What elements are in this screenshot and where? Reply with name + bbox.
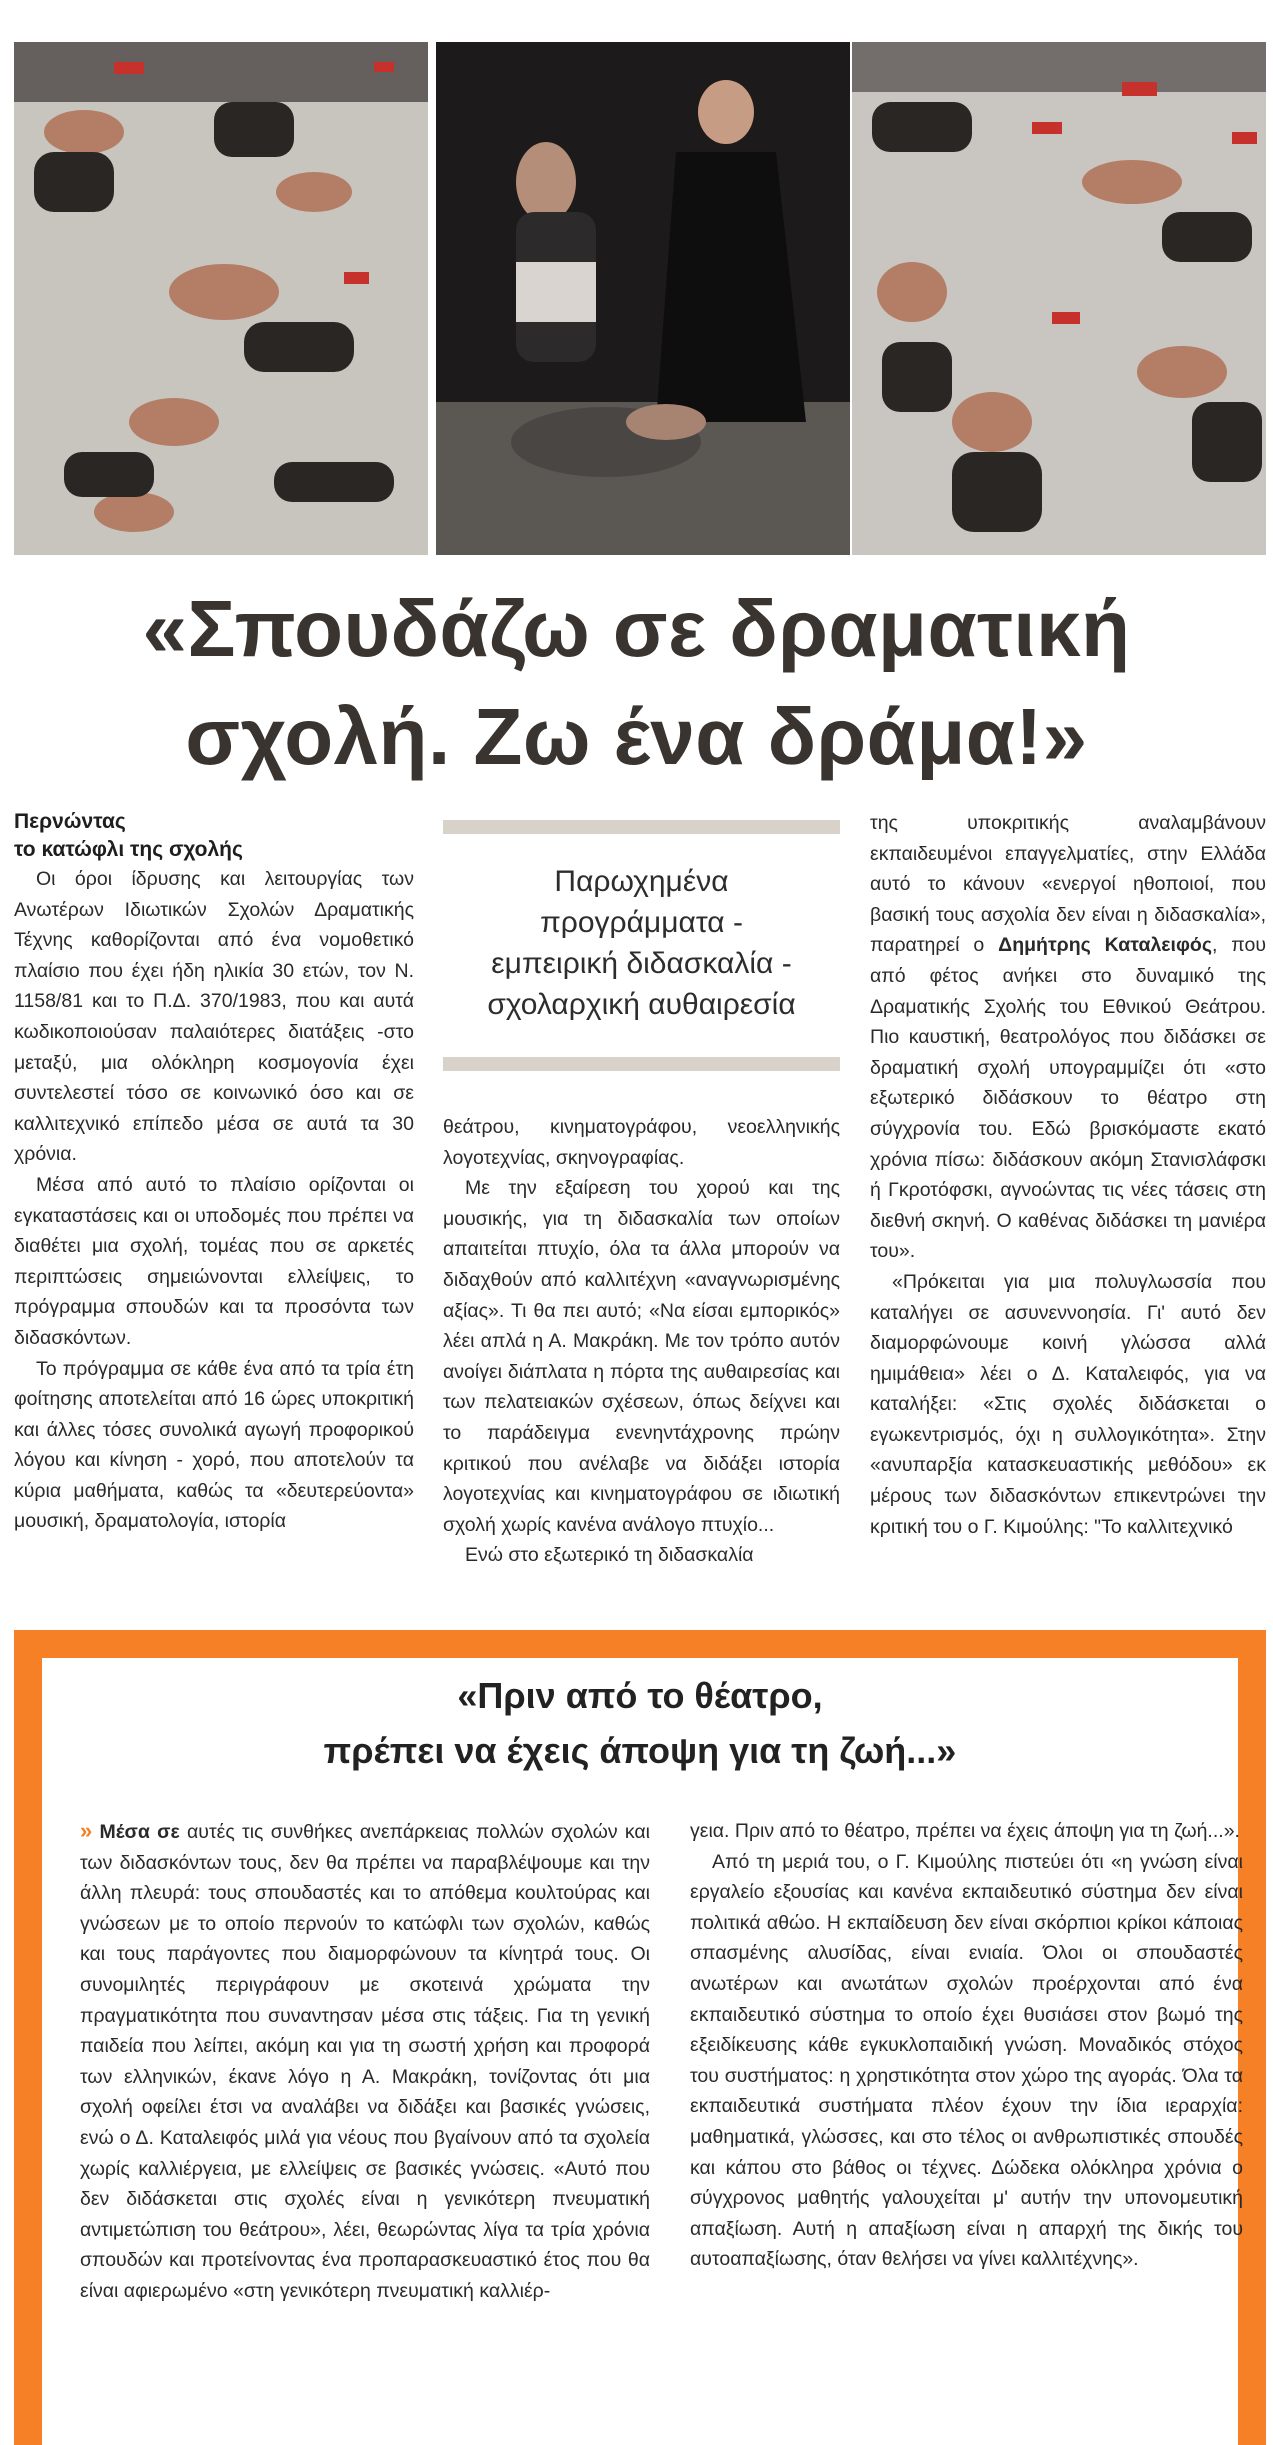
pull-quote-line-1: Παρωχημένα: [554, 865, 729, 898]
lead-in: Μέσα σε: [99, 1821, 180, 1843]
text: της υποκριτικής αναλαμβάνουν εκπαιδευμένοι επαγγελματίες, στην Ελλάδα αυτό το κάνουν «ενεργοί ηθοποιοί, που βασική τους ασχολία δεν είναι η διδασκαλία», παρατηρεί ο: [870, 812, 1266, 957]
text: , που από φέτος ανήκει στο δυναμικό της Δραματικής Σχολής του Εθνικού Θεάτρου. Πιο καυστική, θεατρολόγος που διδάσκει σε δραματική σχολή υπογραμμίζει ότι «στο εξωτερικό διδάσκουν το θέατρο στη σύγχρονία του. Εδώ βρισκόμαστε εκατό χρόνια πίσω: διδάσκουν ακόμη Στανισλάφσκι ή Γκροτόφσκι, αγνοώντας τις νέες τάσεις στη διεθνή σκηνή. Ο καθένας διδάσκει τη μανιέρα του».: [870, 934, 1266, 1263]
paragraph: [80, 1816, 650, 2307]
paragraph: [870, 808, 1266, 1267]
dance-photo-3: [852, 42, 1266, 555]
headline-line-1: «Σπουδάζω σε δραματική: [142, 584, 1131, 673]
subheading-line-1: Περνώντας: [14, 810, 126, 833]
subheading-line-2: το κατώφλι της σχολής: [14, 838, 243, 861]
text: αυτές τις συνθήκες ανεπάρκειας πολλών σχολών και των διδασκόντων τους, δεν θα πρέπει να παραβλέψουμε και την άλλη πλευρά: τους σπουδαστές και το απόθεμα κουλτούρας και γνώσεων με το οποίο περνούν το κατώφλι των σχολών, καθώς και τους παράγοντες που διαμορφώνουν τα κίνητρά τους. Οι συνομιλητές περιγράφουν με σκοτεινά χρώματα την πραγματικότητα που συναντησαν μέσα στις τάξεις. Για τη γενική παιδεία που λείπει, ακόμη και για τη σωστή χρήση και προφορά των ελληνικών, έκανε λόγο η Α. Μακράκη, τονίζοντας ότι μια σχολή οφείλει έτσι να αναλάβει να διδάξει και βασικές γνώσεις, ενώ ο Δ. Καταλειφός μιλά για νέους που βγαίνουν από τα σχολεία χωρίς καλλιέργεια, με ελλείψεις σε βασικές γνώσεις. «Αυτό που δεν διδάσκεται στις σχολές είναι η γενικότερη πνευματική αντιμετώπιση του θεάτρου», λέει, θεωρώντας λίγα τα τρία χρόνια σπουδών και προτείνοντας ένα προπαρασκευαστικό έτος που θα είναι αφιερωμένο «στη γενικότερη πνευματική καλλιέρ-: [80, 1821, 651, 2302]
dance-photo-2-image: [436, 42, 850, 555]
paragraph: Οι όροι ίδρυσης και λειτουργίας των Ανωτέρων Ιδιωτικών Σχολών Δραματικής Τέχνης καθορίζονται από ένα νομοθετικό πλαίσιο που έχει ήδη ηλικία 30 ετών, τον Ν. 1158/81 και το Π.Δ. 370/1983, που και αυτά κωδικοποιούσαν παλαιότερες διατάξεις -στο μεταξύ, μια ολόκληρη κοσμογονία έχει συντελεστεί τόσο σε κοινωνικό όσο και σε καλλιτεχνικό επίπεδο μέσα σε αυτά τα 30 χρόνια.: [14, 868, 414, 1166]
paragraph: Μέσα από αυτό το πλαίσιο ορίζονται οι εγκαταστάσεις και οι υποδομές που πρέπει να διαθέτει μια σχολή, τομέας που σε αρκετές περιπτώσεις σημειώνονται ελλείψεις, το πρόγραμμα σπουδών και τα προσόντα των διδασκόντων.: [14, 1173, 414, 1349]
person-name: Δημήτρης Καταλειφός: [998, 934, 1212, 957]
dance-photo-2: [436, 42, 850, 555]
article-column-1: [14, 808, 414, 1537]
dance-photo-3-image: [852, 42, 1266, 555]
box-column-2: [690, 1816, 1243, 2275]
paragraph: γεια. Πριν από το θέατρο, πρέπει να έχεις άποψη για τη ζωή...».: [690, 1820, 1240, 1842]
pull-quote-line-4: σχολαρχική αυθαιρεσία: [487, 988, 796, 1021]
box-column-1: [80, 1816, 650, 2307]
paragraph: Με την εξαίρεση του χορού και της μουσικής, για τη διδασκαλία των οποίων απαιτείται πτυχίο, όλα τα άλλα μπορούν να διδαχθούν από καλλιτέχνη «αναγνωρισμένης αξίας». Τι θα πει αυτό; «Να είσαι εμπορικός» λέει απλά η Α. Μακράκη. Με τον τρόπο αυτόν ανοίγει διάπλατα η πόρτα της αυθαιρεσίας και των πελατειακών σχέσεων, όπως δείχνει και το παράδειγμα ενενηντάχρονης πρώην κριτικού που ανέλαβε να διδάξει ιστορία λογοτεχνίας και κινηματογράφου σε ιδιωτική σχολή χωρίς κανένα ανάλογο πτυχίο...: [443, 1177, 840, 1536]
headline: [0, 575, 1273, 791]
dance-photo-1-image: [14, 42, 428, 555]
interview-box: [14, 1630, 1266, 2445]
paragraph: θεάτρου, κινηματογράφου, νεοελληνικής λογοτεχνίας, σκηνογραφίας.: [443, 1116, 840, 1169]
paragraph: Από τη μεριά του, ο Γ. Κιμούλης πιστεύει ότι «η γνώση είναι εργαλείο εξουσίας και κανένα εκπαιδευτικό σύστημα δεν είναι πολιτικά αθώο. Η εκπαίδευση δεν είναι σκόρπιοι κρίκοι κάποιας σπασμένης αλυσίδας, είναι ενιαία. Όλοι οι σπουδαστές ανωτέρων και ανωτάτων σχολών προέρχονται από ένα εκπαιδευτικό σύστημα το οποίο έχει θυσιάσει στον βωμό της εξειδίκευσης κάθε εγκυκλοπαιδική γνώση. Μοναδικός στόχος του συστήματος: η χρηστικότητα στον χώρο της αγοράς. Όλα τα εκπαιδευτικά συστήματα πλέον έχουν την ίδια ιεραρχία: μαθηματικά, γλώσσες, και στο τέλος οι ανθρωπιστικές σπουδές και κάπου στο βάθος οι τέχνες. Δώδεκα ολόκληρα χρόνια ο σύγχρονος μαθητής γαλουχείται μ' αυτήν την υπονομευτική απαξίωση. Αυτή η απαξίωση είναι η απαρχή της δικής του αυτοαπαξίωσης, όταν θελήσει να γίνει καλλιτέχνης».: [690, 1850, 1243, 2271]
box-title: [42, 1668, 1238, 1778]
pull-quote-line-2: προγράμματα -: [540, 906, 743, 939]
paragraph: Το πρόγραμμα σε κάθε ένα από τα τρία έτη φοίτησης αποτελείται από 16 ώρες υποκριτική και άλλες τόσες συνολικά αγωγή προφορικού λόγου και κίνηση - χορό, που αποτελούν τα κύρια μαθήματα, καθώς τα «δευτερεύοντα» μουσική, δραματολογία, ιστορία: [14, 1357, 414, 1533]
dance-photo-1: [14, 42, 428, 555]
chevron-icon: »: [80, 1818, 93, 1843]
box-title-line-1: «Πριν από το θέατρο,: [457, 1675, 823, 1716]
subheading: [14, 808, 414, 864]
paragraph: «Πρόκειται για μια πολυγλωσσία που καταλήγει σε ασυνεννοησία. Γι' αυτό δεν διαμορφώνουμε κοινή γλώσσα αλλά ημιμάθεια» λέει ο Δ. Καταλειφός, για να καταλήξει: «Στις σχολές διδάσκεται ο εγωκεντρισμός, όχι η συλλογικότητα». Στην «ανυπαρξία κατασκευαστικής μεθόδου» εκ μέρους των διδασκόντων επικεντρώνει την κριτική του ο Γ. Κιμούλης: "Το καλλιτεχνικό: [870, 1270, 1266, 1538]
pull-quote-line-3: εμπειρική διδασκαλία -: [491, 947, 792, 980]
interview-box-inner: [42, 1658, 1243, 2445]
box-title-line-2: πρέπει να έχεις άποψη για τη ζωή...»: [323, 1730, 957, 1771]
article-column-3: [870, 808, 1266, 1542]
headline-line-2: σχολή. Ζω ένα δράμα!»: [185, 692, 1088, 781]
pull-quote: [443, 820, 840, 1071]
paragraph: Ενώ στο εξωτερικό τη διδασκαλία: [465, 1544, 754, 1567]
article-column-2: [443, 1112, 840, 1571]
